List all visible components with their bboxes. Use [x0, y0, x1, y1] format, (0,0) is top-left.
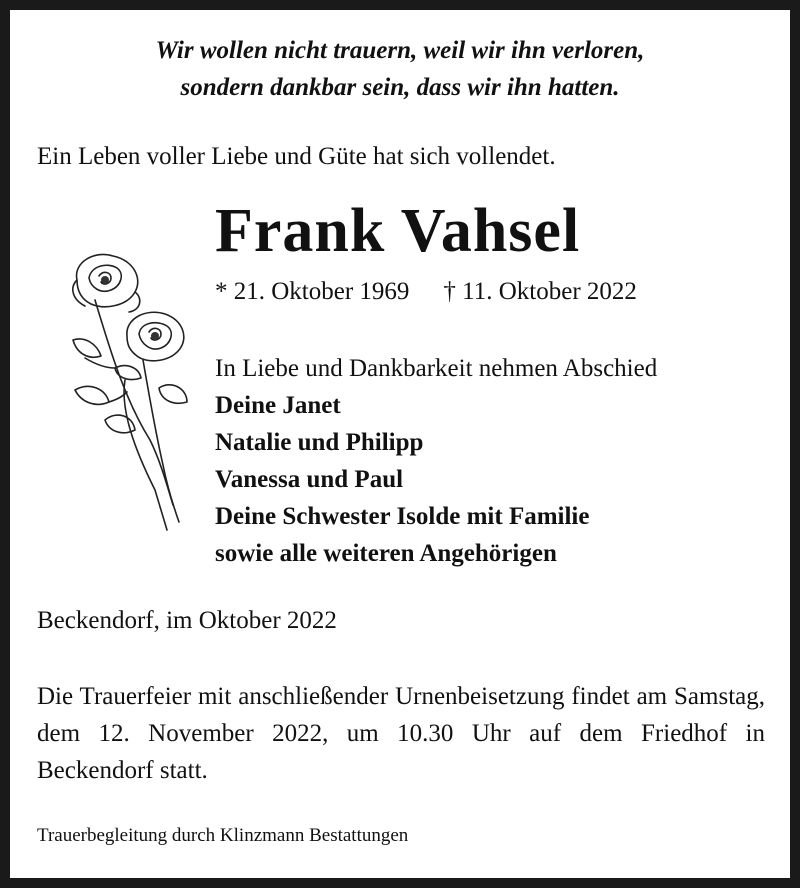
- birth-date: * 21. Oktober 1969: [215, 278, 410, 305]
- quote-line-2: sondern dankbar sein, dass wir ihn hatten.: [180, 74, 620, 101]
- mourner: Vanessa und Paul: [215, 466, 404, 493]
- intro-text: Ein Leben voller Liebe und Güte hat sich vollendet.: [37, 143, 556, 170]
- mourners-list: [215, 387, 589, 572]
- mourner: Deine Janet: [215, 392, 341, 419]
- quote-line-1: Wir wollen nicht trauern, weil wir ihn verloren,: [155, 37, 645, 64]
- roses-icon: [55, 240, 190, 540]
- deceased-name: Frank Vahsel: [215, 197, 581, 265]
- ceremony-details: Die Trauerfeier mit anschließender Urnenbeisetzung findet am Samstag, dem 12. November 2022, um 10.30 Uhr auf dem Friedhof in Beckendorf statt.: [37, 683, 765, 784]
- mourner: Deine Schwester Isolde mit Familie: [215, 503, 590, 530]
- life-dates: [215, 278, 637, 306]
- mourner: Natalie und Philipp: [215, 429, 424, 456]
- place-and-date: Beckendorf, im Oktober 2022: [37, 607, 337, 634]
- mourner: sowie alle weiteren Angehörigen: [215, 540, 557, 567]
- memorial-quote: [10, 32, 790, 106]
- undertaker-credit: Trauerbegleitung durch Klinzmann Bestattungen: [37, 825, 409, 846]
- farewell-text: In Liebe und Dankbarkeit nehmen Abschied: [215, 355, 658, 382]
- death-date: † 11. Oktober 2022: [443, 278, 637, 305]
- obituary-notice: [10, 10, 790, 878]
